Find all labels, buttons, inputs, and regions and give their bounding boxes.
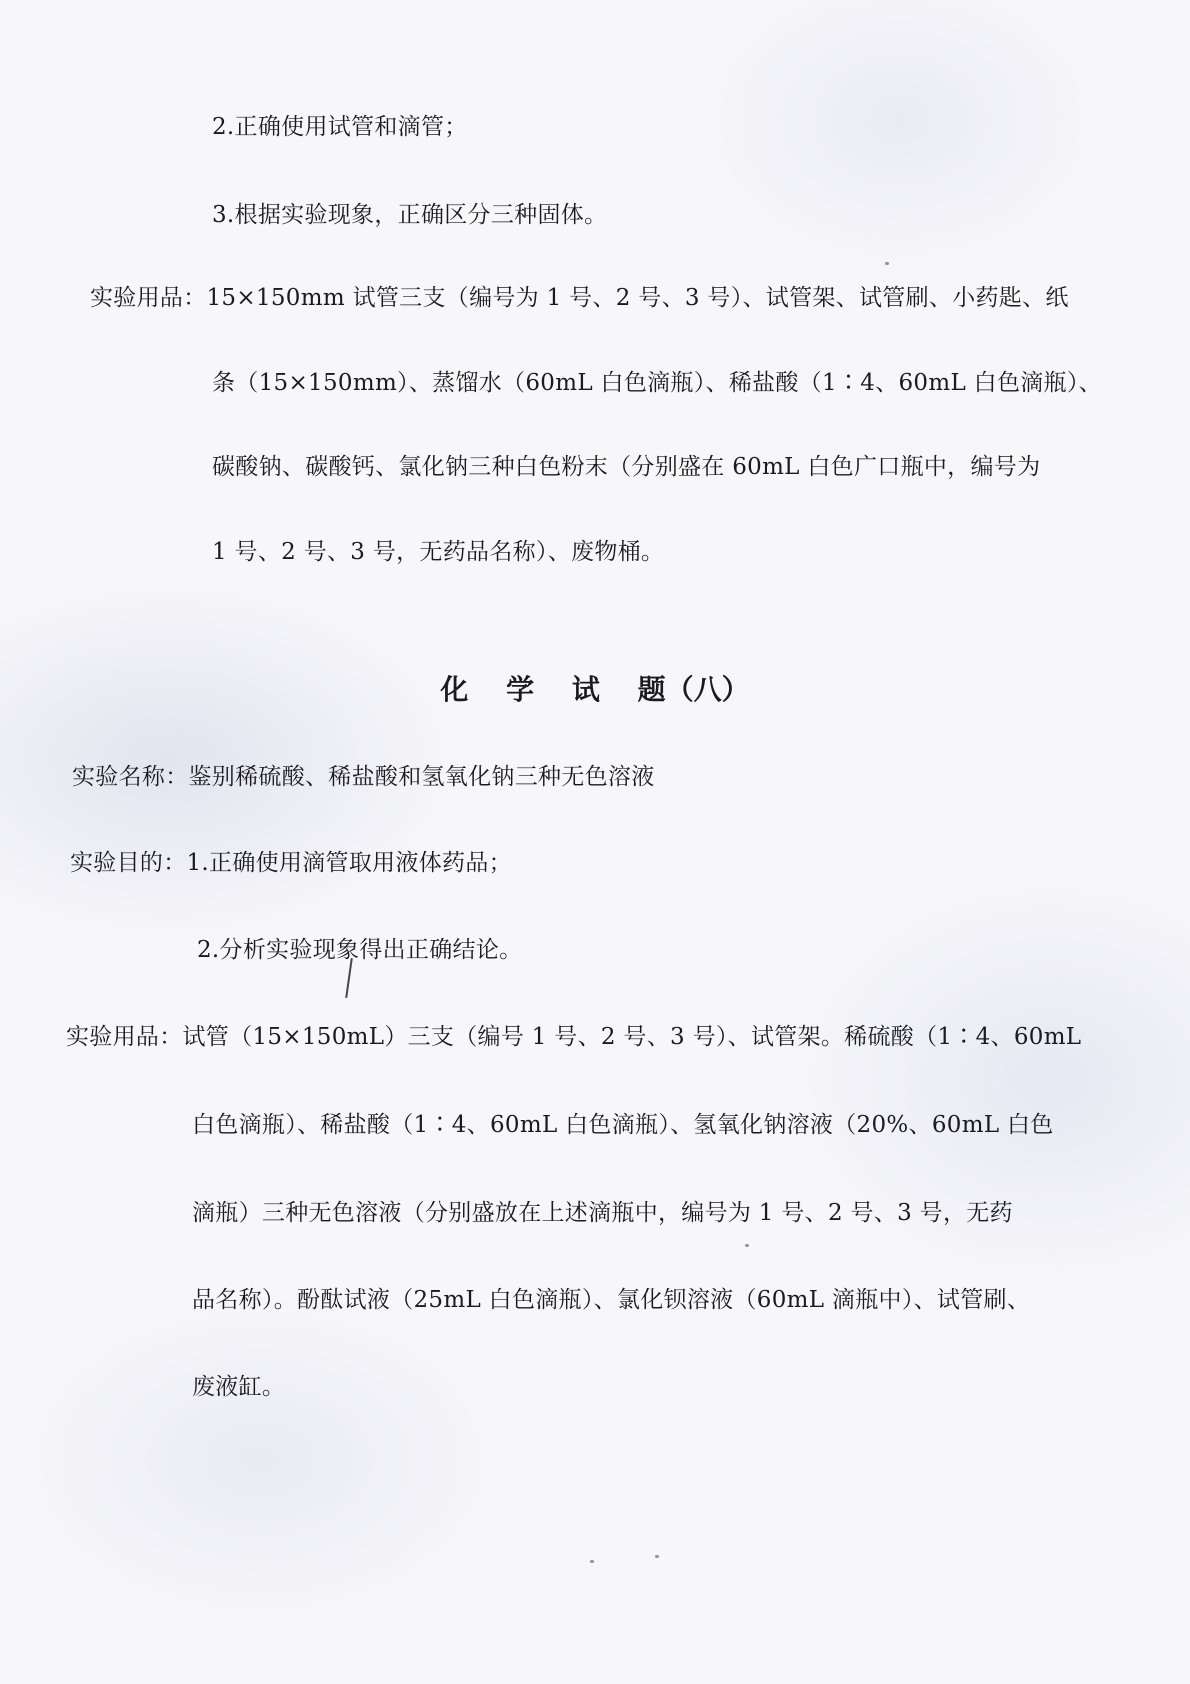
experiment-name-value: 鉴别稀硫酸、稀盐酸和氢氧化钠三种无色溶液	[188, 764, 655, 790]
objective-item-2: 2.正确使用试管和滴管；	[212, 114, 468, 140]
supplies-text: 15×150mm 试管三支（编号为 1 号、2 号、3 号）、试管架、试管刷、小药匙、纸	[206, 285, 1069, 311]
experiment-name-row	[72, 762, 655, 792]
supplies-row-1	[90, 283, 1069, 313]
title-char-4: 题（八）	[637, 673, 750, 706]
experiment-supplies-row-1	[66, 1022, 1081, 1052]
scan-speck	[590, 1560, 594, 1563]
experiment-supplies-row-3: 滴瓶）三种无色溶液（分别盛放在上述滴瓶中，编号为 1 号、2 号、3 号，无药	[192, 1200, 1013, 1226]
objective-item-3: 3.根据实验现象，正确区分三种固体。	[212, 202, 608, 228]
experiment-supplies-row-4: 品名称）。酚酞试液（25mL 白色滴瓶）、氯化钡溶液（60mL 滴瓶中）、试管刷、	[192, 1287, 1031, 1313]
experiment-supplies-row-2: 白色滴瓶）、稀盐酸（1∶4、60mL 白色滴瓶）、氢氧化钠溶液（20%、60mL 白色	[192, 1112, 1054, 1138]
experiment-purpose-item-1: 1.正确使用滴管取用液体药品；	[186, 850, 512, 876]
experiment-supplies-row-5: 废液缸。	[192, 1374, 286, 1400]
supplies-row-3: 碳酸钠、碳酸钙、氯化钠三种白色粉末（分别盛在 60mL 白色广口瓶中，编号为	[212, 454, 1041, 480]
supplies-row-2: 条（15×150mm）、蒸馏水（60mL 白色滴瓶）、稀盐酸（1∶4、60mL 白色滴瓶）、	[212, 370, 1102, 396]
experiment-name-label: 实验名称：	[72, 764, 189, 790]
page-title	[0, 672, 1190, 708]
experiment-supplies-label: 实验用品：	[66, 1024, 183, 1050]
title-char-3: 试	[571, 673, 600, 706]
scan-speck	[885, 262, 889, 265]
experiment-purpose-row	[70, 848, 512, 878]
title-char-1: 化	[440, 673, 469, 706]
experiment-purpose-label: 实验目的：	[70, 850, 187, 876]
title-char-2: 学	[506, 673, 535, 706]
scan-speck	[655, 1555, 659, 1558]
scan-speck	[745, 1244, 749, 1247]
supplies-label: 实验用品：	[90, 285, 207, 311]
experiment-supplies-text-1: 试管（15×150mL）三支（编号 1 号、2 号、3 号）、试管架。稀硫酸（1∶4、60mL	[182, 1024, 1082, 1050]
experiment-purpose-item-2: 2.分析实验现象得出正确结论。	[197, 937, 523, 963]
supplies-row-4: 1 号、2 号、3 号，无药品名称）、废物桶。	[212, 539, 665, 565]
